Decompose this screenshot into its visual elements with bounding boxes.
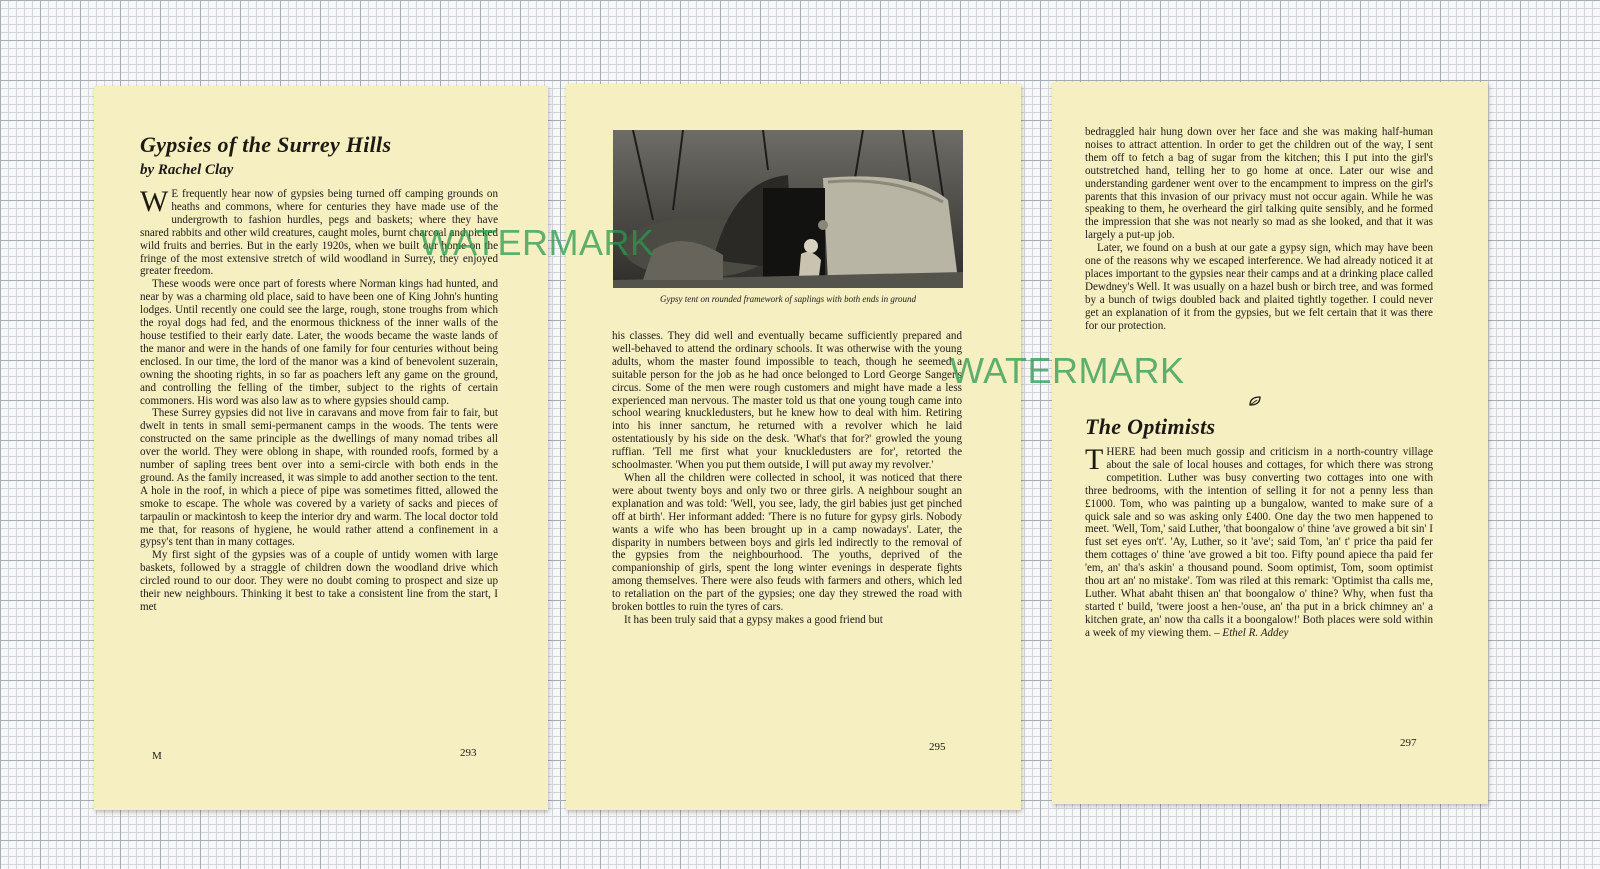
page-295 (566, 84, 1021, 810)
article-title: Gypsies of the Surrey Hills (140, 132, 392, 157)
optimists-author: Ethel R. Addey (1222, 626, 1289, 639)
optimists-title: The Optimists (1085, 414, 1216, 439)
optimists-body (1085, 446, 1433, 708)
leaf-ornament-icon (1248, 394, 1262, 412)
paragraph: Later, we found on a bush at our gate a gypsy sign, which may have been one of the reasons why we escaped interference. We had already noticed it at places important to the gypsies near their camps and at a drinking place called Dewdney's Well. It was usually on a hazel bush or birch tree, and was formed by a bunch of twigs doubled back and plaited tightly together. I could never get an explanation of it from the gypsies, but we felt certain that it was there for our protection. (1085, 242, 1433, 332)
page1-body (140, 188, 498, 734)
paragraph: It has been truly said that a gypsy makes a good friend but (624, 613, 883, 626)
paragraph: These Surrey gypsies did not live in caravans and move from fair to fair, but dwelt in tents in small semi-permanent camps in the woods. The tents were constructed on the same principle as the dwellings of many nomad tribes all over the world. They were oblong in shape, with rounded roofs, formed by a number of sapling trees bent over into a semi-circle with both ends in the ground. As the family increased, it was simple to add another section to the tent. A hole in the roof, in which a piece of pipe was sometimes fitted, allowed the smoke to escape. The whole was covered by a variety of sacks and pieces of tarpaulin or mackintosh to keep the interior dry and warm. The local doctor told me that, for reasons of hygiene, he would rather attend a confinement in a gypsy's tent than in many cottages. (140, 407, 498, 549)
page3-body (1085, 126, 1433, 386)
drop-cap: W (140, 188, 169, 218)
gypsy-tent-photo (613, 130, 963, 288)
watermark: WATERMARK (420, 222, 655, 263)
paragraph: My first sight of the gypsies was of a couple of untidy women with large baskets, followed by a straggle of children down the woodland drive which circled round to our door. They were no doubt coming to prospect and size up their new neighbours. Thinking it best to take a consistent line from the start, I met (140, 549, 498, 613)
drop-cap: T (1085, 446, 1104, 476)
page-297 (1052, 82, 1488, 804)
page-number: 293 (460, 747, 477, 759)
page-number: 297 (1400, 737, 1417, 749)
paragraph: When all the children were collected in school, it was noticed that there were about twenty boys and only two or three girls. A neighbour sought an explanation and was told: 'Well, you see, lady, the girl babies just get pinched off at birth'. Her informant added: 'There is no future for gypsy girls. Nobody wants a wife who has been brought up in a camp nowadays'. Later, the disparity in numbers between boys and girls led indirectly to the removal of the gypsies from the neighbourhood. The youths, deprived of the companionship of girls, spent the long winter evenings in desperate fights among themselves. There were also feuds with farmers and others, which led to retaliation on the part of the gypsies; one day they strewed the road with broken bottles to ruin the tyres of cars. (612, 471, 962, 614)
watermark: WATERMARK (950, 350, 1185, 391)
article-byline: by Rachel Clay (140, 162, 234, 178)
paragraph: These woods were once part of forests where Norman kings had hunted, and near by was a charming old place, said to have been one of King John's hunting lodges. Until recently one could see the large, rough, stone troughs from which the royal dogs had fed, and the enormous thickness of the inner walls of the house testified to their early date. Later, the woods became the waste lands of the manor and were in the hands of one family for four centuries without being enclosed. In our time, the lord of the manor was a kind of benevolent suzerain, owning the shooting rights, in so far as poachers left any game on the ground, and controlling the felling of the timber, subject to the rights of certain commoners. His word was also law as to where gypsies should camp. (140, 278, 498, 407)
page-293 (94, 86, 548, 810)
paragraph: THERE had been much gossip and criticism in a north-country village about the sale of local houses and cottages, for which there was strong competition. Luther was busy converting two cottages into one with three bedrooms, with the intention of selling it for not a penny less than £1000. Tom, who was painting up a bungalow, wanted to make sure of a quick sale and so was asking only £400. One day the two men happened to meet. 'Well, Tom,' said Luther, 'that boongalow o' thine 'ave growed a bit sin' I fust set eyes on't'. 'Ay, Luther, so it 'ave'; said Tom, 'an' t' price tha paid fer them cottages o' thine 'ave growed a bit too. Fifty pound apiece tha paid fer 'em, an' tha's askin' a thousand pound. Soom optimist, Tom, soom optimist thou art an' no mistake'. Tom was riled at this remark: 'Optimist tha calls me, Luther. What abaht thisen an' that boongalow o' thine? Why, when fust tha started t' build, 'twere joost a hen-'ouse, an' tha put in a brick chimney an' a kitchen grate, an' now tha calls it a boongalow!' Both places were sold within a week of my viewing them. – Ethel R. Addey (1085, 446, 1433, 639)
paragraph: W E frequently hear now of gypsies being turned off camping grounds on heaths and commons, where for centuries they have made use of the undergrowth to fashion hurdles, pegs and baskets; where they have snared rabbits and other wild creatures, caught moles, burnt charcoal and picked wild fruits and berries. But in the early 1920s, when we built our home on the fringe of the most extensive stretch of wild woodland in Surrey, they enjoyed greater freedom. (140, 188, 498, 278)
page-number: 295 (929, 741, 946, 753)
photo-caption: Gypsy tent on rounded framework of saplings with both ends in ground (659, 294, 917, 304)
signature-mark: M (152, 750, 162, 762)
page2-body (612, 330, 962, 734)
paragraph: his classes. They did well and eventually became sufficiently prepared and well-behaved to attend the ordinary schools. It was otherwise with the young adults, whom the master found impossible to teach, though he seemed a suitable person for the job as he had once belonged to Lord George Sanger's circus. Some of the men were rough customers and might have made a less experienced man nervous. The master told us that one young tough came into school wearing knuckledusters, but he knew how to deal with him. Retiring into his inner sanctum, he returned with a revolver which he laid ostentatiously by his side on the desk. 'What's that for?' growled the young ruffian. 'Tell me first what your knuckledusters are for', retorted the schoolmaster. 'When you put them outside, I will put away my revolver.' (612, 330, 962, 472)
paragraph: bedraggled hair hung down over her face and she was making half-human noises to attract attention. In order to get the children out of the way, I sent them off to fetch a bag of sugar from the kitchen; this I put into the girl's outstretched hand, telling her to go home at once. Later our wise and understanding gardener went over to the encampment to impress on the girl's parents that this invasion of our privacy must not occur again. While he was speaking to them, he overheard the girl talking quite sensibly, and he formed the impression that she was not nearly so mad as she looked, and that it was largely a put-up job. (1085, 126, 1433, 242)
